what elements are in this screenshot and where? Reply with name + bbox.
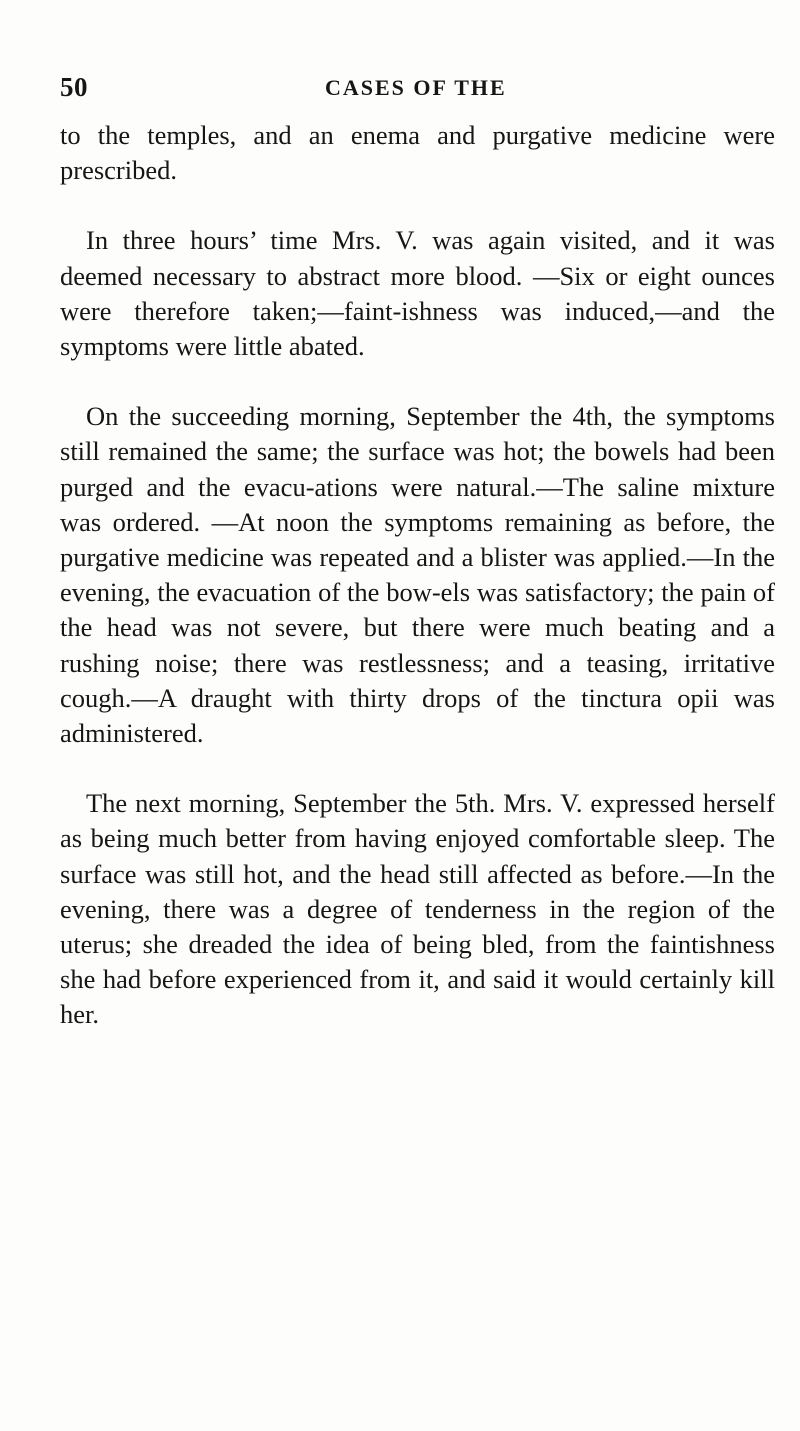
paragraph-september-4th: On the succeeding morning, September the 4th, the symptoms still remained the same; the surface was hot; the bowels had been purged and the evacu-ations were natural.—The saline mixture was ordered. —At noon the symptoms remaining as before, the purgative medicine was repeated and a blister was applied.—In the evening, the evacuation of the bow-els was satisfactory; the pain of the head was not severe, but there were much beating and a rushing noise; there was restlessness; and a teasing, irritative cough.—A draught with thirty drops of the tinctura opii was administered. [60, 401, 775, 749]
page-number: 50 [60, 72, 88, 102]
body-text [60, 118, 775, 1033]
running-head [60, 72, 740, 112]
paragraph-second-visit: In three hours’ time Mrs. V. was again visited, and it was deemed necessary to abstract more blood. —Six or eight ounces were therefore taken;—faint-ishness was induced,—and the symptoms were little abated. [60, 225, 775, 362]
paragraph-continuation: to the temples, and an enema and purgative medicine were prescribed. [60, 120, 775, 186]
paragraph-september-5th: The next morning, September the 5th. Mrs. V. expressed herself as being much better from having enjoyed comfortable sleep. The surface was still hot, and the head still affected as before.—In the evening, there was a degree of tenderness in the region of the uterus; she dreaded the idea of being bled, from the faintishness she had before experienced from it, and said it would certainly kill her. [60, 788, 775, 1030]
running-title: CASES OF THE [325, 75, 507, 100]
